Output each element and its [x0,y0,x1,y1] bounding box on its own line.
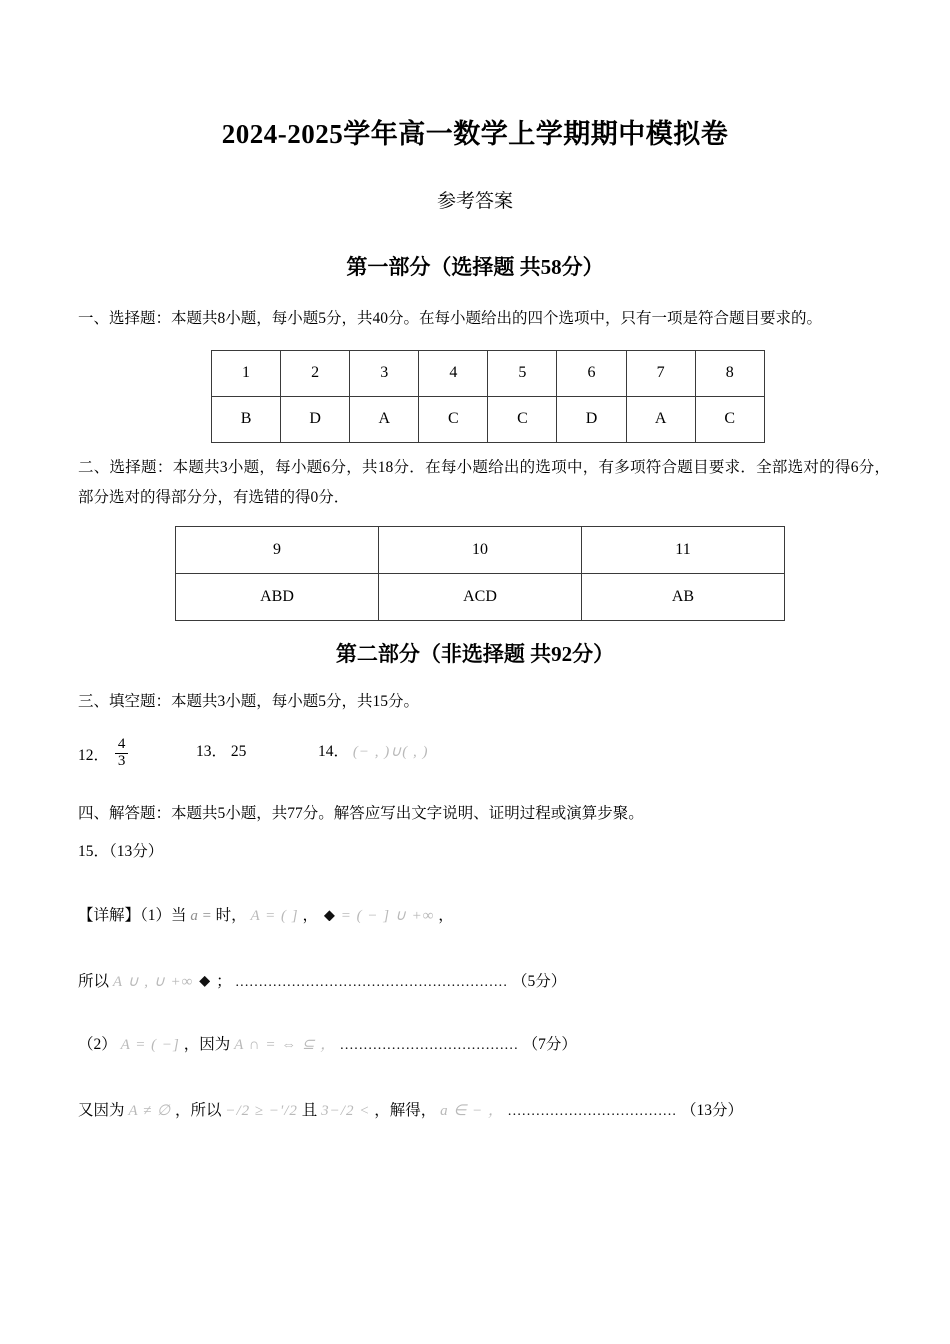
solution-expression-nonempty: A ≠ ∅ [128,1103,172,1120]
answer-cell: A [626,396,695,442]
fill-blank-item-14 [318,739,428,761]
solution-inequality-1: −/2 ≥ −'/2 [225,1103,298,1120]
part-one-heading: 第一部分（选择题 共58分） [346,255,604,280]
answer-cell: C [419,396,488,442]
leader-dots: .................................... [507,1104,678,1120]
answer-cell: D [281,396,350,442]
fill-blank-item-12 [78,735,130,772]
solution-mid-text: ，因为 [183,1036,231,1054]
solution-prefix: 【详解】（1）当 [78,907,187,925]
single-choice-answer-table-wrap [0,334,950,443]
fill-blank-label-14: 14． [318,742,350,760]
single-choice-answer-table [211,350,765,443]
table-row [212,396,765,442]
solution-variable-a: a = [190,908,212,925]
score-annotation: （13分） [681,1102,744,1120]
question-number-cell: 3 [350,350,419,396]
solution-expression-union: A ∪ , ∪ +∞ [112,973,194,990]
solution-prefix: 所以 [78,972,110,990]
solution-mid-text: 且 [301,1102,318,1120]
question-number-cell: 1 [212,350,281,396]
question-number-cell: 8 [695,350,764,396]
answer-cell: C [488,396,557,442]
fill-blank-label-12: 12． [78,746,110,764]
table-row [176,574,785,621]
missing-glyph-icon [199,976,210,987]
answer-cell: A [350,396,419,442]
question-number-cell: 9 [176,527,379,574]
solution-mid-text: ，所以 [174,1102,222,1120]
solution-line-1 [0,867,950,931]
single-choice-instructions: 一、选择题：本题共8小题，每小题5分，共40分。在每小题给出的四个选项中，只有一项是符合题目要求的。 [78,309,823,327]
solution-expression-complement: = ( − ] ∪ +∞ [340,908,435,925]
question-number-cell: 7 [626,350,695,396]
fill-blank-label-13: 13． [196,742,228,760]
score-annotation: （7分） [522,1036,577,1054]
solution-tail: ， [438,907,454,925]
leader-dots: ...................................... [340,1038,519,1054]
answer-cell: D [557,396,626,442]
solution-semicolon: ； [216,972,232,990]
fill-blank-answers-row [0,717,950,773]
question-number-cell: 6 [557,350,626,396]
solution-inequality-2: 3−/2 < [321,1103,371,1120]
solution-expression-A2: A = ( −] [120,1037,180,1054]
fill-blank-value-13: 25 [230,742,247,760]
solution-comma: ， [302,907,319,925]
leader-dots: .......................................................... [235,974,509,990]
solution-prefix: 又因为 [78,1102,125,1120]
answer-cell: B [212,396,281,442]
solution-expression-intersection: A ∩ = ⇔ ⊆ ， [234,1037,337,1054]
fill-blank-item-13 [196,739,246,761]
question-number-cell: 2 [281,350,350,396]
answer-cell: ABD [176,574,379,621]
fraction-denominator: 3 [115,753,129,770]
question-number-cell: 11 [582,527,785,574]
solution-line-4 [0,1060,950,1126]
solution-mid-text: ，解得， [374,1102,437,1120]
multi-choice-answer-table-wrap [0,513,950,621]
missing-glyph-icon [324,910,335,921]
page-subtitle: 参考答案 [436,190,513,212]
solution-expression-A: A = ( ] [250,908,299,925]
answer-cell: AB [582,574,785,621]
solution-mid-text: 时， [215,907,247,925]
question-number-cell: 5 [488,350,557,396]
answer-cell: ACD [379,574,582,621]
fill-blank-instructions: 三、填空题：本题共3小题，每小题5分，共15分。 [78,692,420,710]
table-row [176,527,785,574]
fill-blank-value-14: (− , )∪( , ) [352,743,429,760]
multi-choice-instructions: 二、选择题：本题共3小题，每小题6分，共18分．在每小题给出的选项中，有多项符合题目要求．全部选对的得6分，部分选对的得部分分，有选错的得0分． [78,458,890,507]
fraction-numerator: 4 [117,735,126,752]
answer-cell: C [695,396,764,442]
page-title: 2024-2025学年高一数学上学期期中模拟卷 [221,119,729,149]
solution-prefix: （2） [78,1036,117,1054]
multi-choice-answer-table [175,526,785,621]
fraction-four-thirds [115,737,129,770]
question-number-cell: 4 [419,350,488,396]
question-15-label: 15．（13分） [78,843,164,861]
score-annotation: （5分） [511,972,567,990]
question-number-cell: 10 [379,527,582,574]
solution-line-2 [0,931,950,997]
part-two-heading: 第二部分（非选择题 共92分） [335,642,615,667]
solution-section-instructions: 四、解答题：本题共5小题，共77分。解答应写出文字说明、证明过程或演算步聚。 [78,804,644,822]
table-row [212,350,765,396]
solution-line-3 [0,996,950,1060]
solution-range-a: a ∈ − ， [440,1103,505,1120]
